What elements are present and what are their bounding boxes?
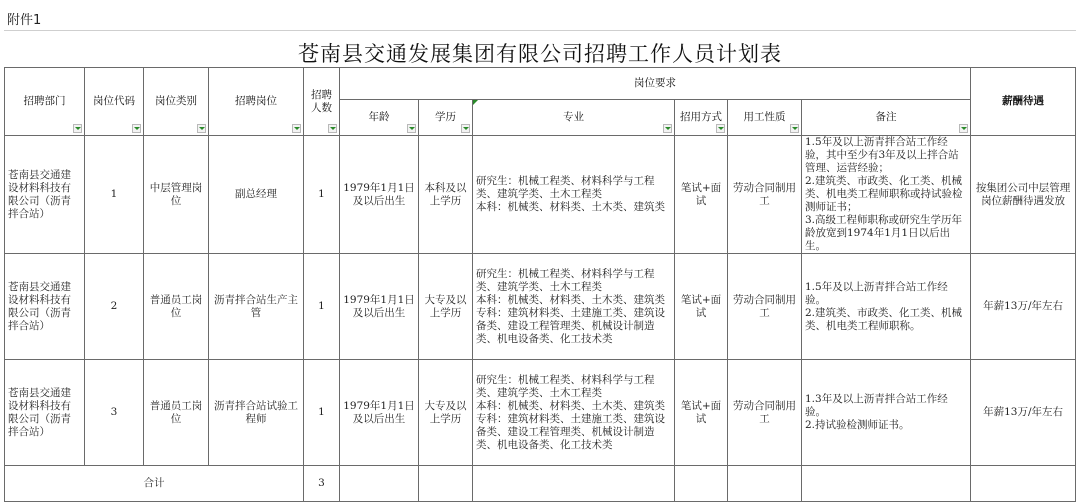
header-method: [675, 100, 728, 136]
cell-salary[interactable]: 按集团公司中层管理岗位薪酬待遇发放: [971, 136, 1076, 254]
cell-age[interactable]: 1979年1月1日及以后出生: [340, 360, 419, 466]
attachment-label: 附件1: [7, 13, 42, 28]
filter-dropdown-icon[interactable]: [663, 124, 672, 133]
cell-education[interactable]: 大专及以上学历: [419, 360, 473, 466]
header-notes-label: 备注: [875, 111, 897, 123]
cell-count[interactable]: 1: [304, 254, 340, 360]
header-code: [85, 68, 144, 136]
cell-age[interactable]: 1979年1月1日及以后出生: [340, 254, 419, 360]
total-label[interactable]: 合计: [5, 466, 304, 502]
cell-dept[interactable]: 苍南县交通建设材料科技有限公司（沥青拌合站）: [5, 254, 85, 360]
filter-dropdown-icon[interactable]: [132, 124, 141, 133]
header-position: [209, 68, 304, 136]
cell-notes[interactable]: 1.5年及以上沥青拌合站工作经验。 2.建筑类、市政类、化工类、机械类、机电类工程师职称。: [802, 254, 971, 360]
header-salary: [971, 68, 1076, 136]
header-education-label: 学历: [435, 111, 456, 123]
page-title: 苍南县交通发展集团有限公司招聘工作人员计划表: [298, 42, 782, 66]
header-nature-label: 用工性质: [743, 111, 786, 123]
cell-salary[interactable]: 年薪13万/年左右: [971, 254, 1076, 360]
cell-position[interactable]: 副总经理: [209, 136, 304, 254]
header-row-1: [5, 68, 1076, 100]
header-major-label: 专业: [563, 111, 584, 123]
header-count: [304, 68, 340, 136]
cell-category[interactable]: 普通员工岗位: [144, 360, 209, 466]
cell-code[interactable]: 1: [85, 136, 144, 254]
cell-notes[interactable]: 1.3年及以上沥青拌合站工作经验。 2.持试验检测师证书。: [802, 360, 971, 466]
header-education: [419, 100, 473, 136]
header-requirements: [340, 68, 971, 100]
cell-nature[interactable]: 劳动合同制用工: [728, 136, 802, 254]
header-salary-label: 薪酬待遇: [1002, 95, 1045, 107]
header-divider: [4, 30, 1076, 31]
empty-cell[interactable]: [473, 466, 675, 502]
comment-marker-icon: [473, 100, 478, 105]
cell-method[interactable]: 笔试+面试: [675, 136, 728, 254]
filter-dropdown-icon[interactable]: [328, 124, 337, 133]
table-row: [5, 360, 1076, 466]
header-code-label: 岗位代码: [93, 95, 135, 107]
filter-dropdown-icon[interactable]: [292, 124, 301, 133]
header-position-label: 招聘岗位: [235, 95, 277, 107]
cell-dept[interactable]: 苍南县交通建设材料科技有限公司（沥青拌合站）: [5, 136, 85, 254]
header-nature: [728, 100, 802, 136]
header-method-label: 招用方式: [680, 111, 722, 123]
cell-position[interactable]: 沥青拌合站试验工程师: [209, 360, 304, 466]
cell-education[interactable]: 本科及以上学历: [419, 136, 473, 254]
recruitment-plan-table: [4, 67, 1076, 502]
cell-method[interactable]: 笔试+面试: [675, 360, 728, 466]
empty-cell[interactable]: [340, 466, 419, 502]
filter-dropdown-icon[interactable]: [73, 124, 82, 133]
filter-dropdown-icon[interactable]: [407, 124, 416, 133]
cell-major[interactable]: 研究生：机械工程类、材料科学与工程类、建筑学类、土木工程类 本科：机械类、材料类、土木类、建筑类: [473, 136, 675, 254]
cell-category[interactable]: 普通员工岗位: [144, 254, 209, 360]
header-age-label: 年龄: [368, 111, 390, 123]
empty-cell[interactable]: [675, 466, 728, 502]
cell-code[interactable]: 3: [85, 360, 144, 466]
filter-dropdown-icon[interactable]: [461, 124, 470, 133]
empty-cell[interactable]: [971, 466, 1076, 502]
cell-count[interactable]: 1: [304, 136, 340, 254]
empty-cell[interactable]: [802, 466, 971, 502]
header-category-label: 岗位类别: [155, 95, 197, 107]
cell-age[interactable]: 1979年1月1日及以后出生: [340, 136, 419, 254]
empty-cell[interactable]: [728, 466, 802, 502]
header-notes: [802, 100, 971, 136]
filter-dropdown-icon[interactable]: [197, 124, 206, 133]
header-dept-label: 招聘部门: [23, 95, 66, 107]
header-age: [340, 100, 419, 136]
cell-count[interactable]: 1: [304, 360, 340, 466]
cell-notes[interactable]: 1.5年及以上沥青拌合站工作经验，其中至少有3年及以上拌合站管理、运营经验； 2.建筑类、市政类、化工类、机械类、机电类工程师职称或持试验检测师证书； 3.高级工程师职称或研究生学历年龄放宽到1974年1月1日以后出生。: [802, 136, 971, 254]
filter-dropdown-icon[interactable]: [716, 124, 725, 133]
header-count-label: 招聘人数: [311, 88, 332, 114]
header-requirements-label: 岗位要求: [634, 77, 677, 89]
cell-nature[interactable]: 劳动合同制用工: [728, 254, 802, 360]
cell-dept[interactable]: 苍南县交通建设材料科技有限公司（沥青拌合站）: [5, 360, 85, 466]
header-category: [144, 68, 209, 136]
cell-major[interactable]: 研究生：机械工程类、材料科学与工程类、建筑学类、土木工程类 本科：机械类、材料类、土木类、建筑类 专科：建筑材料类、土建施工类、建筑设备类、建设工程管理类、机械设计制造类、机电设备类、化工技术类: [473, 254, 675, 360]
filter-dropdown-icon[interactable]: [959, 124, 968, 133]
cell-salary[interactable]: 年薪13万/年左右: [971, 360, 1076, 466]
cell-method[interactable]: 笔试+面试: [675, 254, 728, 360]
header-major: [473, 100, 675, 136]
total-row: [5, 466, 1076, 502]
cell-code[interactable]: 2: [85, 254, 144, 360]
table-row: [5, 136, 1076, 254]
cell-position[interactable]: 沥青拌合站生产主管: [209, 254, 304, 360]
cell-category[interactable]: 中层管理岗位: [144, 136, 209, 254]
filter-dropdown-icon[interactable]: [790, 124, 799, 133]
header-dept: [5, 68, 85, 136]
empty-cell[interactable]: [419, 466, 473, 502]
cell-nature[interactable]: 劳动合同制用工: [728, 360, 802, 466]
cell-major[interactable]: 研究生：机械工程类、材料科学与工程类、建筑学类、土木工程类 本科：机械类、材料类、土木类、建筑类 专科：建筑材料类、土建施工类、建筑设备类、建设工程管理类、机械设计制造类、机电设备类、化工技术类: [473, 360, 675, 466]
cell-education[interactable]: 大专及以上学历: [419, 254, 473, 360]
total-value[interactable]: 3: [304, 466, 340, 502]
table-row: [5, 254, 1076, 360]
